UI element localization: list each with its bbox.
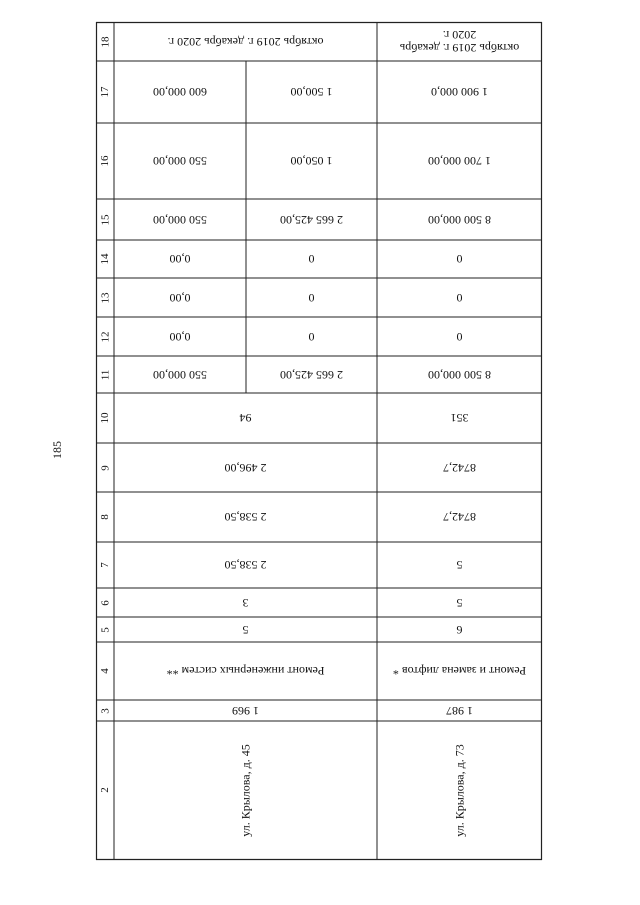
row-18-col-15-a: 550 000,00 xyxy=(153,213,207,227)
row-19-col-17: 1 900 000,0 xyxy=(431,85,488,100)
column-header-5: 5 xyxy=(98,626,111,633)
column-header-3: 3 xyxy=(98,707,111,714)
row-19-col-18: октябрь 2019 г. декабрь 2020 г. xyxy=(399,28,520,56)
column-header-4: 4 xyxy=(98,668,111,674)
column-header-10: 10 xyxy=(98,412,111,424)
column-header-17: 17 xyxy=(98,86,111,98)
column-header-9: 9 xyxy=(98,464,111,471)
column-header-8: 8 xyxy=(98,514,111,520)
row-19-col-5: 6 xyxy=(456,623,463,637)
row-19-col-7: 5 xyxy=(456,558,463,573)
row-19-col-16: 1 700 000,00 xyxy=(428,154,491,169)
row-18-col-14-b: 0 xyxy=(308,252,315,267)
column-header-7: 7 xyxy=(98,562,111,568)
row-19-col-14: 0 xyxy=(456,252,463,267)
row-18-col-14-a: 0,00 xyxy=(169,252,191,267)
row-18-col-17-a: 600 000,00 xyxy=(153,85,207,100)
row-18-col-9: 2 496,00 xyxy=(224,461,267,475)
row-19-col-8: 8742,7 xyxy=(443,510,476,525)
column-header-18: 18 xyxy=(98,36,111,47)
column-header-11: 11 xyxy=(98,369,111,380)
data-table xyxy=(96,22,542,860)
row-19-col-9: 8742,7 xyxy=(443,461,476,475)
row-18-col-11-a: 550 000,00 xyxy=(153,368,207,382)
row-18-col-3: 1 969 xyxy=(232,704,259,718)
column-header-14: 14 xyxy=(98,253,111,265)
row-18-col-17-b: 1 500,00 xyxy=(290,85,333,100)
row-19-col-15: 8 500 000,00 xyxy=(428,213,491,227)
row-18-col-2: ул. Крылова, д. 45 xyxy=(238,743,252,837)
row-18-col-16-a: 550 000,00 xyxy=(153,154,207,169)
row-19-col-4: Ремонт и замена лифтов * xyxy=(392,664,527,679)
row-19-col-11: 8 500 000,00 xyxy=(428,368,491,382)
row-18-col-12-a: 0,00 xyxy=(169,330,191,344)
row-18-col-13-a: 0,00 xyxy=(169,291,191,305)
row-18-col-16-b: 1 050,00 xyxy=(290,154,333,169)
row-18-col-15-b: 2 665 425,00 xyxy=(280,213,343,227)
column-header-13: 13 xyxy=(98,292,111,303)
row-18-col-7: 2 538,50 xyxy=(224,558,267,573)
row-19-col-3: 1 987 xyxy=(446,704,473,718)
row-18-col-11-b: 2 665 425,00 xyxy=(280,368,343,382)
row-18-col-4: Ремонт инженерных систем ** xyxy=(166,664,325,679)
row-18-col-13-b: 0 xyxy=(308,291,315,305)
column-header-15: 15 xyxy=(98,214,111,225)
column-header-2: 2 xyxy=(98,787,111,793)
row-18-col-10: 94 xyxy=(239,411,252,426)
row-19-col-12: 0 xyxy=(456,330,463,344)
row-18-col-5: 5 xyxy=(242,623,249,637)
row-18-col-8: 2 538,50 xyxy=(224,510,267,525)
row-18-col-18: октябрь 2019 г. декабрь 2020 г. xyxy=(167,35,324,49)
row-19-col-10: 351 xyxy=(450,411,469,426)
row-18-col-12-b: 0 xyxy=(308,330,315,344)
column-header-16: 16 xyxy=(98,155,111,167)
column-header-6: 6 xyxy=(98,599,111,606)
row-19-col-6: 5 xyxy=(456,596,463,610)
row-18-col-6: 3 xyxy=(242,596,249,610)
row-19-col-13: 0 xyxy=(456,291,463,305)
column-header-12: 12 xyxy=(98,331,111,342)
row-19-col-2: ул. Крылова, д. 73 xyxy=(452,743,466,837)
page-number: 185 xyxy=(49,441,64,459)
